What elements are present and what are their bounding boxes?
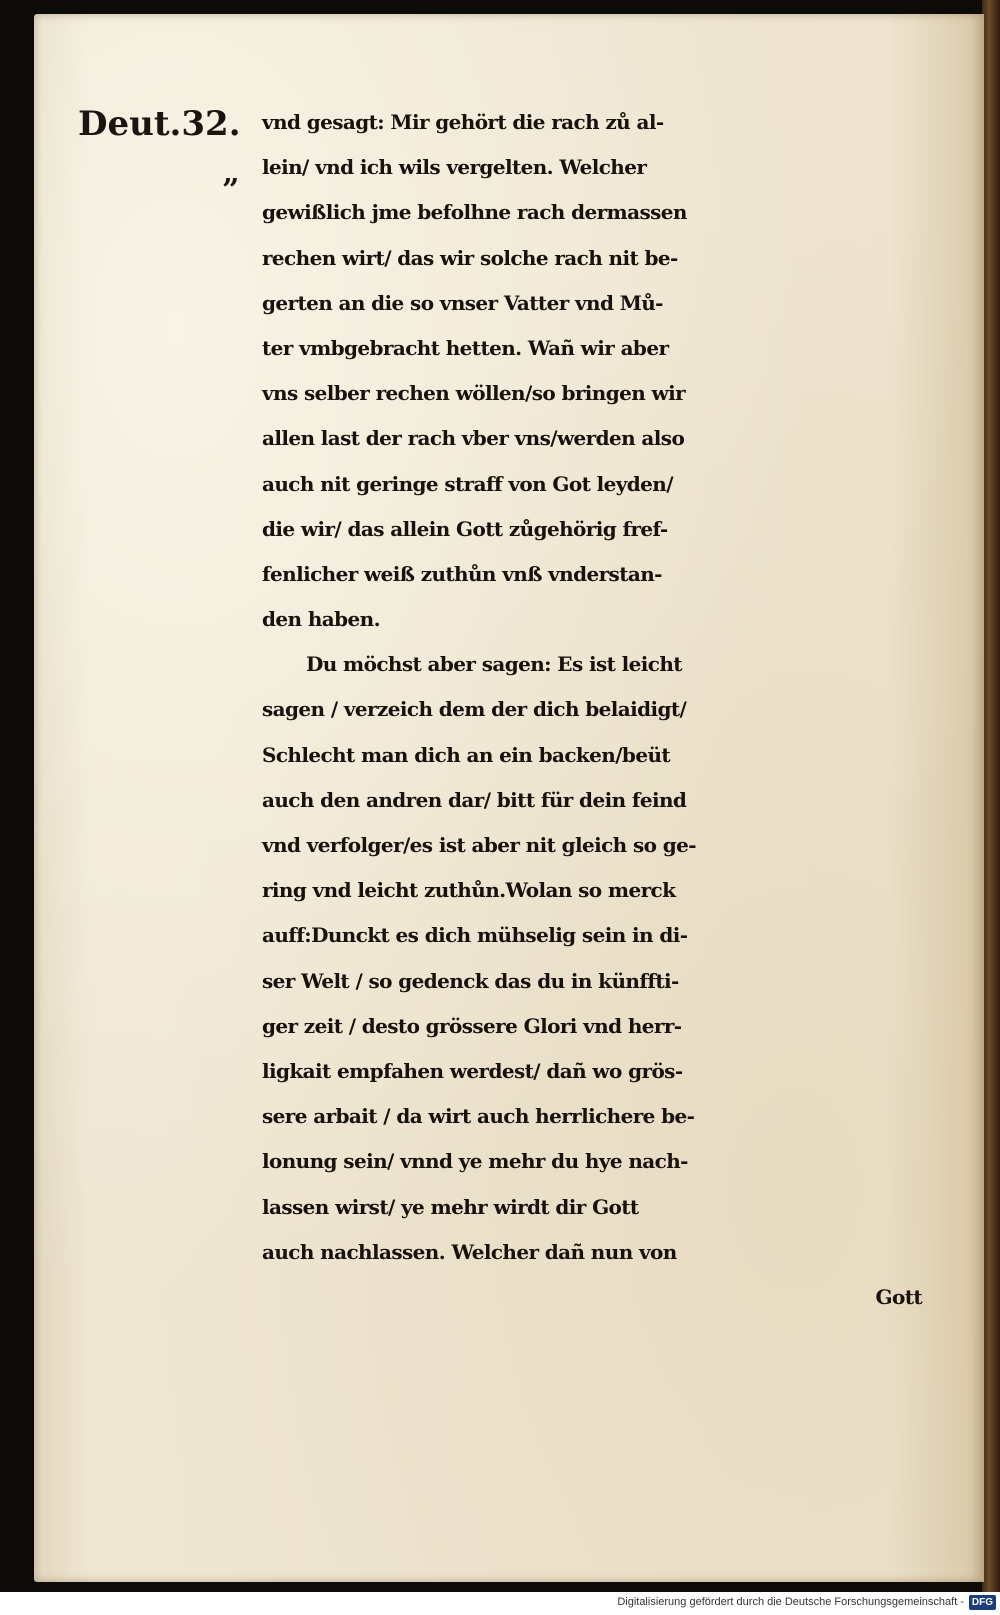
text-line: Schlecht man dich an ein backen/beüt <box>262 742 671 767</box>
text-line: vnd gesagt: Mir gehört die rach zů al- <box>262 110 664 134</box>
text-line: gerten an die so vnser Vatter vnd Mů- <box>262 290 663 315</box>
text-line: ring vnd leicht zuthůn.Wolan so merck <box>262 878 676 903</box>
book-edge <box>982 0 1000 1592</box>
catchword: Gott <box>875 1284 922 1309</box>
quote-mark: ” <box>222 173 240 208</box>
text-line: rechen wirt/ das wir solche rach nit be- <box>262 245 678 270</box>
text-line: ligkait empfahen werdest/ dañ wo grös- <box>262 1058 683 1083</box>
footer-bar <box>0 1592 1000 1615</box>
text-line: auch nit geringe straff von Got leyden/ <box>262 471 673 496</box>
text-line: auch den andren dar/ bitt für dein feind <box>262 787 687 812</box>
dfg-logo: DFG <box>969 1595 996 1610</box>
text-line: allen last der rach vber vns/werden also <box>262 426 685 451</box>
marginal-note: Deut.32. <box>78 104 241 144</box>
text-line: sere arbait / da wirt auch herrlichere be- <box>262 1104 695 1129</box>
text-line: auch nachlassen. Welcher dañ nun von <box>262 1239 677 1264</box>
text-line: die wir/ das allein Gott zůgehörig fref- <box>262 516 668 541</box>
text-line: lein/ vnd ich wils vergelten. Welcher <box>262 155 647 180</box>
text-block <box>262 100 962 1320</box>
text-line: ter vmbgebracht hetten. Wañ wir aber <box>262 335 669 360</box>
text-line: den haben. <box>262 607 380 632</box>
text-line: lassen wirst/ ye mehr wirdt dir Gott <box>262 1194 639 1219</box>
text-line: ser Welt / so gedenck das du in künffti- <box>262 968 679 993</box>
text-line-paragraph-start: Du möchst aber sagen: Es ist leicht <box>306 652 682 677</box>
text-line: vns selber rechen wöllen/so bringen wir <box>262 381 686 406</box>
text-line: sagen / verzeich dem der dich belaidigt/ <box>262 697 687 722</box>
text-line: ger zeit / desto grössere Glori vnd herr- <box>262 1013 682 1038</box>
text-line: fenlicher weiß zuthůn vnß vnderstan- <box>262 561 662 586</box>
text-line: gewißlich jme befolhne rach dermassen <box>262 200 687 225</box>
text-line: lonung sein/ vnnd ye mehr du hye nach- <box>262 1149 688 1174</box>
footer-credit: Digitalisierung gefördert durch die Deutsche Forschungsgemeinschaft - <box>617 1596 964 1608</box>
text-line: vnd verfolger/es ist aber nit gleich so ge- <box>262 833 696 857</box>
text-line: auff:Dunckt es dich mühselig sein in di- <box>262 923 688 948</box>
